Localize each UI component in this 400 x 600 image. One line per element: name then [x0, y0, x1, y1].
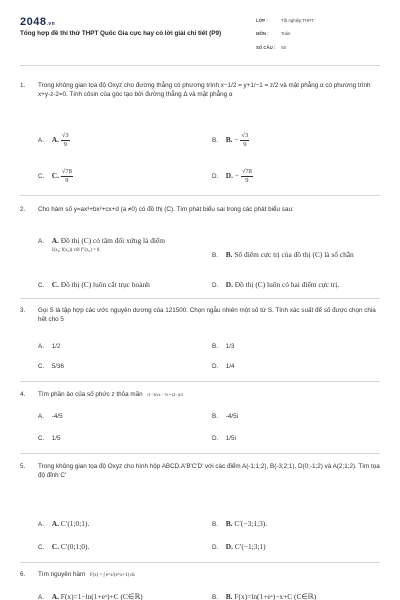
question-1 — [20, 81, 382, 99]
option-label: D. — [212, 544, 219, 551]
question-number: 5. — [20, 463, 26, 470]
option-2a[interactable] — [38, 236, 208, 253]
option-4a[interactable] — [38, 413, 63, 420]
option-4c[interactable] — [38, 435, 61, 442]
question-number: 1. — [20, 82, 26, 89]
meta-subject-value: Toán — [281, 31, 291, 36]
option-1b[interactable]: B. B. − $\frac{√3}{9}$ — [212, 132, 249, 148]
option-letter: A. — [51, 592, 59, 600]
option-1d[interactable]: D. D. − $\frac{√78}{9}$ — [212, 168, 252, 184]
option-text: Đồ thị (C) có tâm đối xứng là điểm — [60, 236, 165, 245]
question-3 — [20, 306, 382, 324]
option-letter: B. — [225, 519, 233, 528]
question-text — [38, 390, 382, 399]
option-text: 1/5 — [51, 435, 61, 442]
option-5c[interactable] — [38, 542, 89, 551]
option-label: B. — [212, 137, 218, 145]
fraction: $\frac{√3}{9}$ — [241, 132, 249, 148]
option-label: A. — [38, 137, 44, 145]
option-label: C. — [38, 435, 45, 442]
question-number: 4. — [20, 391, 26, 398]
option-6a[interactable] — [38, 592, 143, 600]
option-4d[interactable] — [212, 435, 236, 442]
question-6 — [20, 570, 382, 580]
question-text-body: Tìm nguyên hàm — [38, 571, 86, 578]
question-divider — [20, 562, 380, 563]
meta-count — [256, 45, 286, 50]
option-5d[interactable] — [212, 542, 266, 551]
question-number: 6. — [20, 571, 26, 578]
option-letter: B. — [225, 250, 233, 259]
option-label: B. — [212, 521, 218, 528]
option-2b[interactable] — [212, 250, 382, 259]
option-text: -4/5 — [51, 413, 63, 420]
question-divider — [20, 453, 380, 454]
option-label: C. — [38, 173, 45, 181]
option-text: C′(0;1;0). — [60, 542, 90, 551]
option-letter: D. — [225, 542, 233, 551]
option-text: F(x)=1−ln(1+eˣ)+C (C∈ℝ) — [60, 592, 143, 600]
option-text: -4/5i — [225, 413, 238, 420]
option-label: D. — [212, 173, 219, 181]
question-formula: F(x) = ∫ e^x/(e^x+1) dx — [90, 573, 136, 578]
option-label: D. — [212, 363, 219, 370]
meta-subject — [256, 31, 290, 36]
option-label: B. — [212, 594, 218, 600]
question-formula: (1−3i)/z − 5i = (2−i)/2 — [147, 392, 184, 397]
option-text: 1/3 — [225, 343, 235, 350]
option-text: Đồ thị (C) luôn có hai điểm cực trị. — [234, 280, 340, 289]
option-letter: D. — [225, 280, 233, 289]
option-3d[interactable] — [212, 363, 235, 370]
option-subtext: I(x₀; f(x₀)) với f″(x₀) = 0. — [52, 248, 101, 253]
option-letter: B. — [225, 135, 233, 145]
option-3c[interactable] — [38, 363, 64, 370]
option-letter: C. — [51, 171, 59, 181]
option-letter: A. — [51, 519, 59, 528]
option-5b[interactable] — [212, 519, 267, 528]
option-3a[interactable] — [38, 343, 61, 350]
option-label: B. — [212, 343, 218, 350]
question-text: Trong không gian tọa độ Oxyz cho đường thẳng có phương trình x−1/2 = y+1/−1 = z/2 và mặt phẳng α có phương trình x+y-z-2=0. Tính côsin của góc tạo bởi đường thẳng Δ và mặt phẳng α — [38, 82, 371, 98]
meta-class-value: Tốt nghiệp THPT — [281, 18, 314, 23]
option-label: C. — [38, 282, 45, 289]
option-text: C′(−1;3;1) — [234, 542, 266, 551]
question-number: 3. — [20, 307, 26, 314]
option-2d[interactable] — [212, 280, 339, 289]
option-label: B. — [212, 413, 218, 420]
option-label: A. — [38, 594, 44, 600]
option-text: 1/5i — [225, 435, 236, 442]
fraction: $\frac{√3}{9}$ — [61, 132, 69, 148]
meta-subject-label: MÔN : — [256, 31, 269, 36]
meta-class-label: LỚP : — [256, 18, 268, 23]
option-letter: A. — [51, 236, 59, 245]
option-1c[interactable] — [38, 168, 73, 185]
option-text: 5/36 — [51, 363, 65, 370]
option-2c[interactable] — [38, 280, 150, 289]
header-divider — [20, 65, 380, 66]
option-3b[interactable] — [212, 343, 235, 350]
option-6b[interactable] — [212, 592, 316, 600]
option-letter: A. — [51, 135, 59, 145]
option-text: Số điểm cực trị của đồ thị (C) là số chẵn — [234, 250, 354, 259]
question-text: Cho hàm số y=ax³+bx²+cx+d (a ≠0) có đồ thị (C). Tìm phát biểu sai trong các phát biểu sau: — [38, 206, 294, 213]
option-label: A. — [38, 521, 44, 528]
question-number: 2. — [20, 206, 26, 213]
meta-count-value: 50 — [281, 45, 286, 50]
logo-text: 2048 — [20, 16, 47, 28]
option-label: C. — [38, 363, 45, 370]
fraction: $\frac{√78}{9}$ — [61, 168, 72, 184]
question-divider — [20, 298, 380, 299]
question-text: Gọi S là tập hợp các ước nguyên dương của 121500. Chọn ngẫu nhiên một số từ S. Tính xác suất để số được chọn chia hết cho 5 — [38, 307, 376, 323]
option-label: A. — [38, 343, 44, 350]
option-label: A. — [38, 413, 44, 420]
question-5 — [20, 462, 382, 480]
option-1a[interactable] — [38, 132, 70, 149]
question-text: Trong không gian tọa độ Oxyz cho hình hộp ABCD.A'B'C'D' với các điểm A(-1;1;2), B(-3;2;1), D(0;-1;2) và A(2;1;2). Tìm tọa độ đỉnh C' — [38, 463, 380, 479]
option-text: 1/4 — [225, 363, 235, 370]
option-letter: B. — [225, 592, 233, 600]
meta-count-label: SỐ CÂU : — [256, 45, 276, 50]
question-text-body: Tìm phần ảo của số phức z thỏa mãn — [38, 391, 143, 398]
option-text: C′(−3;1;3). — [234, 519, 268, 528]
option-label: D. — [212, 282, 219, 289]
meta-class — [256, 18, 314, 23]
option-letter: D. — [225, 171, 233, 181]
option-text: 1/2 — [51, 343, 61, 350]
site-logo[interactable] — [20, 16, 55, 28]
logo-suffix: .vn — [46, 21, 56, 27]
question-divider — [20, 195, 380, 196]
option-text: F(x)=ln(1+eˣ)−x+C (C∈ℝ) — [234, 592, 317, 600]
option-text: C′(1;0;1). — [60, 519, 90, 528]
question-2 — [20, 205, 382, 214]
option-label: C. — [38, 544, 45, 551]
option-letter: C. — [51, 280, 59, 289]
option-label: D. — [212, 435, 219, 442]
option-5a[interactable] — [38, 519, 89, 528]
question-4 — [20, 390, 382, 399]
question-text — [38, 570, 382, 580]
option-4b[interactable] — [212, 413, 238, 420]
page-title: Tổng hợp đề thi thử THPT Quốc Gia cực hay có lời giải chi tiết (P9) — [20, 30, 222, 37]
option-label: A. — [38, 238, 44, 245]
option-label: B. — [212, 252, 218, 259]
option-text: Đồ thị (C) luôn cắt trục hoành — [60, 280, 150, 289]
option-letter: C. — [51, 542, 59, 551]
fraction: $\frac{√78}{9}$ — [241, 168, 252, 184]
question-divider — [20, 381, 380, 382]
